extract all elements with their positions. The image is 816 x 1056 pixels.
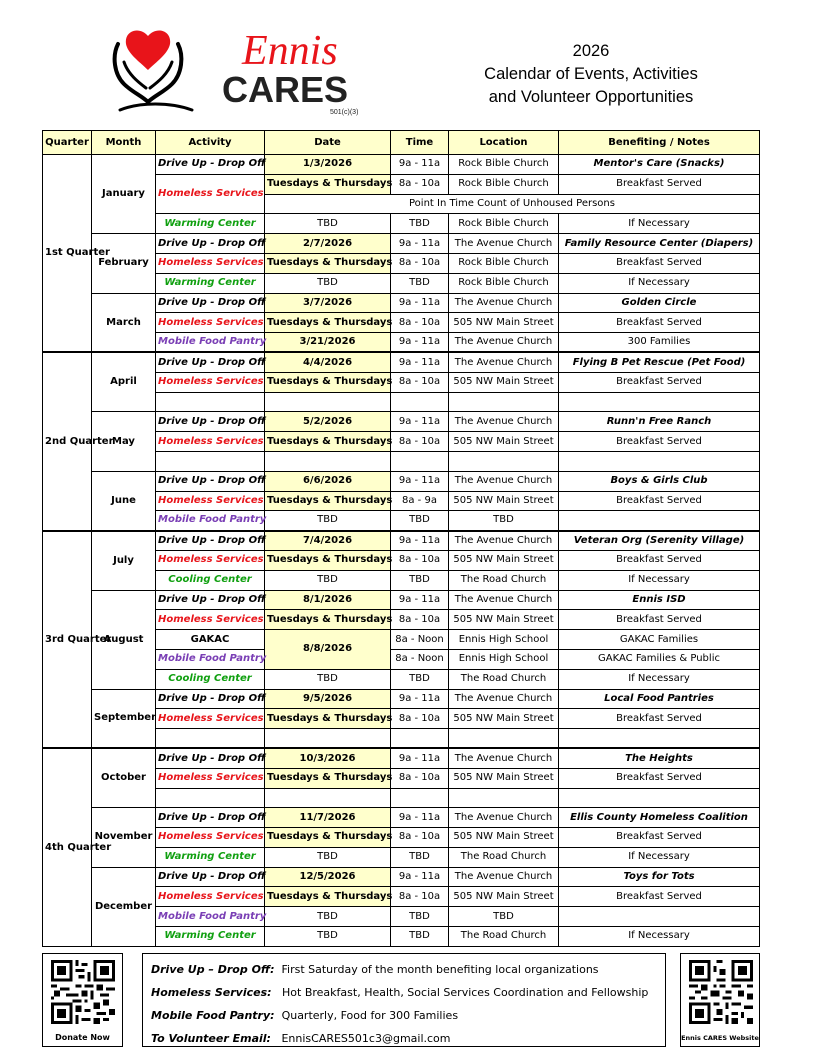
notes-cell: If Necessary <box>559 214 760 234</box>
empty-cell <box>559 392 760 412</box>
notes-cell: Ennis ISD <box>559 590 760 610</box>
notes-cell: Mentor's Care (Snacks) <box>559 155 760 175</box>
activity-cell: Warming Center <box>156 927 265 947</box>
table-header-row <box>43 131 760 155</box>
location-cell: 505 NW Main Street <box>449 432 559 452</box>
date-cell: Tuesdays & Thursdays <box>265 432 391 452</box>
notes-cell <box>559 907 760 927</box>
legend-row <box>151 958 657 981</box>
notes-cell: If Necessary <box>559 570 760 590</box>
notes-cell: Breakfast Served <box>559 491 760 511</box>
empty-cell <box>391 788 449 808</box>
notes-cell: Breakfast Served <box>559 768 760 788</box>
date-cell: Tuesdays & Thursdays <box>265 610 391 630</box>
notes-cell: Breakfast Served <box>559 372 760 392</box>
month-cell: November <box>92 808 156 867</box>
location-cell: The Road Church <box>449 669 559 689</box>
time-cell: TBD <box>391 273 449 293</box>
activity-cell: Mobile Food Pantry <box>156 649 265 669</box>
empty-cell <box>156 729 265 749</box>
notes-cell <box>559 511 760 531</box>
legend-text: First Saturday of the month benefiting local organizations <box>281 963 599 976</box>
activity-cell: Homeless Services <box>156 709 265 729</box>
subtitle-line2: and Volunteer Opportunities <box>488 88 694 106</box>
qr-code-donate-icon[interactable] <box>51 960 115 1024</box>
activity-cell: Mobile Food Pantry <box>156 907 265 927</box>
time-cell: 9a - 11a <box>391 333 449 353</box>
date-cell: TBD <box>265 907 391 927</box>
time-cell: 8a - 10a <box>391 432 449 452</box>
time-cell: TBD <box>391 927 449 947</box>
col-location: Location <box>449 131 559 155</box>
location-cell: TBD <box>449 907 559 927</box>
location-cell: The Avenue Church <box>449 293 559 313</box>
location-cell: The Avenue Church <box>449 808 559 828</box>
date-cell: 3/7/2026 <box>265 293 391 313</box>
col-date: Date <box>265 131 391 155</box>
notes-cell: GAKAC Families <box>559 630 760 650</box>
activity-cell: Drive Up - Drop Off <box>156 471 265 491</box>
location-cell: Rock Bible Church <box>449 174 559 194</box>
month-cell: June <box>92 471 156 530</box>
notes-cell: Breakfast Served <box>559 174 760 194</box>
date-cell: 11/7/2026 <box>265 808 391 828</box>
notes-cell: Breakfast Served <box>559 887 760 907</box>
empty-cell <box>449 392 559 412</box>
time-cell: 8a - 10a <box>391 253 449 273</box>
time-cell: 8a - 10a <box>391 174 449 194</box>
empty-cell <box>559 451 760 471</box>
location-cell: The Avenue Church <box>449 412 559 432</box>
month-cell: February <box>92 234 156 293</box>
time-cell: TBD <box>391 847 449 867</box>
date-cell: Tuesdays & Thursdays <box>265 550 391 570</box>
donate-qr-box[interactable] <box>42 953 123 1047</box>
activity-cell: Cooling Center <box>156 669 265 689</box>
table-row <box>43 352 760 372</box>
pit-count-cell: Point In Time Count of Unhoused Persons <box>265 194 760 214</box>
empty-cell <box>265 729 391 749</box>
legend-label: Homeless Services: <box>151 986 272 999</box>
table-row <box>43 412 760 432</box>
time-cell: 8a - 10a <box>391 768 449 788</box>
time-cell: 9a - 11a <box>391 867 449 887</box>
location-cell: Rock Bible Church <box>449 273 559 293</box>
notes-cell: Breakfast Served <box>559 313 760 333</box>
notes-cell: Breakfast Served <box>559 550 760 570</box>
location-cell: The Avenue Church <box>449 531 559 551</box>
month-cell: March <box>92 293 156 352</box>
location-cell: 505 NW Main Street <box>449 768 559 788</box>
notes-cell: 300 Families <box>559 333 760 353</box>
calendar-table <box>42 130 760 947</box>
location-cell: 505 NW Main Street <box>449 491 559 511</box>
time-cell: 8a - 10a <box>391 372 449 392</box>
legend-text: Hot Breakfast, Health, Social Services Coordination and Fellowship <box>282 986 649 999</box>
date-cell: TBD <box>265 570 391 590</box>
location-cell: The Road Church <box>449 570 559 590</box>
notes-cell: Breakfast Served <box>559 253 760 273</box>
month-cell: September <box>92 689 156 748</box>
date-cell: 12/5/2026 <box>265 867 391 887</box>
activity-cell: Cooling Center <box>156 570 265 590</box>
month-cell: July <box>92 531 156 590</box>
date-cell: Tuesdays & Thursdays <box>265 491 391 511</box>
location-cell: The Road Church <box>449 927 559 947</box>
location-cell: The Avenue Church <box>449 234 559 254</box>
legend-label: To Volunteer Email: <box>151 1032 271 1045</box>
date-cell: Tuesdays & Thursdays <box>265 828 391 848</box>
location-cell: The Avenue Church <box>449 748 559 768</box>
location-cell: 505 NW Main Street <box>449 828 559 848</box>
month-cell: August <box>92 590 156 689</box>
year-title: 2026 <box>572 42 610 60</box>
location-cell: 505 NW Main Street <box>449 372 559 392</box>
time-cell: 8a - 9a <box>391 491 449 511</box>
activity-cell: Drive Up - Drop Off <box>156 155 265 175</box>
col-notes: Benefiting / Notes <box>559 131 760 155</box>
date-cell: TBD <box>265 847 391 867</box>
month-cell: May <box>92 412 156 471</box>
notes-cell: Flying B Pet Rescue (Pet Food) <box>559 352 760 372</box>
website-qr-box[interactable] <box>680 953 760 1047</box>
location-cell: The Avenue Church <box>449 333 559 353</box>
table-row <box>43 293 760 313</box>
empty-cell <box>156 788 265 808</box>
table-row <box>43 808 760 828</box>
location-cell: 505 NW Main Street <box>449 550 559 570</box>
notes-cell: Boys & Girls Club <box>559 471 760 491</box>
date-cell: Tuesdays & Thursdays <box>265 887 391 907</box>
time-cell: 9a - 11a <box>391 352 449 372</box>
month-cell: April <box>92 352 156 411</box>
date-cell: 1/3/2026 <box>265 155 391 175</box>
activity-cell: Homeless Services <box>156 550 265 570</box>
activity-cell: Drive Up - Drop Off <box>156 293 265 313</box>
time-cell: 8a - Noon <box>391 649 449 669</box>
activity-cell: Drive Up - Drop Off <box>156 867 265 887</box>
location-cell: The Avenue Church <box>449 689 559 709</box>
date-cell: 9/5/2026 <box>265 689 391 709</box>
time-cell: TBD <box>391 511 449 531</box>
time-cell: 8a - 10a <box>391 610 449 630</box>
activity-cell: Warming Center <box>156 847 265 867</box>
time-cell: 9a - 11a <box>391 748 449 768</box>
time-cell: TBD <box>391 669 449 689</box>
date-cell: 8/8/2026 <box>265 630 391 670</box>
date-cell: TBD <box>265 214 391 234</box>
legend-label: Mobile Food Pantry: <box>151 1009 275 1022</box>
time-cell: 8a - 10a <box>391 709 449 729</box>
heart-hands-icon <box>115 30 192 110</box>
quarter-cell: 1st Quarter <box>43 155 92 353</box>
table-row <box>43 234 760 254</box>
date-cell: 3/21/2026 <box>265 333 391 353</box>
legend-row <box>151 1004 657 1027</box>
notes-cell: Runn'n Free Ranch <box>559 412 760 432</box>
location-cell: 505 NW Main Street <box>449 709 559 729</box>
activity-cell: Homeless Services <box>156 432 265 452</box>
time-cell: 8a - 10a <box>391 313 449 333</box>
date-cell: TBD <box>265 927 391 947</box>
empty-cell <box>449 788 559 808</box>
activity-cell: Drive Up - Drop Off <box>156 808 265 828</box>
table-row <box>43 867 760 887</box>
date-cell: 10/3/2026 <box>265 748 391 768</box>
date-cell: 5/2/2026 <box>265 412 391 432</box>
notes-cell: Family Resource Center (Diapers) <box>559 234 760 254</box>
location-cell: The Avenue Church <box>449 352 559 372</box>
notes-cell: The Heights <box>559 748 760 768</box>
website-caption: Ennis CARES Website <box>681 1034 759 1042</box>
location-cell: Rock Bible Church <box>449 155 559 175</box>
activity-cell: Homeless Services <box>156 610 265 630</box>
notes-cell: Veteran Org (Serenity Village) <box>559 531 760 551</box>
time-cell: 8a - 10a <box>391 887 449 907</box>
subtitle-line1: Calendar of Events, Activities <box>484 65 698 83</box>
time-cell: 9a - 11a <box>391 412 449 432</box>
activity-cell: Homeless Services <box>156 253 265 273</box>
notes-cell: Golden Circle <box>559 293 760 313</box>
empty-cell <box>449 729 559 749</box>
svg-text:Ennis: Ennis <box>242 28 338 74</box>
table-row <box>43 590 760 610</box>
empty-cell <box>391 451 449 471</box>
svg-text:501(c)(3): 501(c)(3) <box>330 109 359 116</box>
activity-cell: GAKAC <box>156 630 265 650</box>
location-cell: Ennis High School <box>449 630 559 650</box>
legend-row <box>151 981 657 1004</box>
time-cell: 8a - Noon <box>391 630 449 650</box>
activity-cell: Warming Center <box>156 214 265 234</box>
col-time: Time <box>391 131 449 155</box>
date-cell: Tuesdays & Thursdays <box>265 313 391 333</box>
location-cell: Ennis High School <box>449 649 559 669</box>
col-quarter: Quarter <box>43 131 92 155</box>
activity-cell: Homeless Services <box>156 174 265 214</box>
legend-text: Quarterly, Food for 300 Families <box>281 1009 459 1022</box>
date-cell: TBD <box>265 669 391 689</box>
activity-cell: Drive Up - Drop Off <box>156 352 265 372</box>
activity-cell: Homeless Services <box>156 313 265 333</box>
activity-cell: Drive Up - Drop Off <box>156 748 265 768</box>
activity-cell: Drive Up - Drop Off <box>156 531 265 551</box>
quarter-cell: 3rd Quarter <box>43 531 92 749</box>
notes-cell: Local Food Pantries <box>559 689 760 709</box>
month-cell: December <box>92 867 156 946</box>
time-cell: 8a - 10a <box>391 828 449 848</box>
month-cell: October <box>92 748 156 807</box>
activity-cell: Drive Up - Drop Off <box>156 590 265 610</box>
location-cell: The Avenue Church <box>449 471 559 491</box>
empty-cell <box>391 729 449 749</box>
activity-cell: Homeless Services <box>156 372 265 392</box>
activity-cell: Drive Up - Drop Off <box>156 412 265 432</box>
notes-cell: Breakfast Served <box>559 610 760 630</box>
activity-cell: Warming Center <box>156 273 265 293</box>
activity-cell: Homeless Services <box>156 828 265 848</box>
notes-cell: If Necessary <box>559 669 760 689</box>
activity-cell: Mobile Food Pantry <box>156 333 265 353</box>
time-cell: TBD <box>391 907 449 927</box>
time-cell: TBD <box>391 214 449 234</box>
time-cell: 9a - 11a <box>391 293 449 313</box>
date-cell: 4/4/2026 <box>265 352 391 372</box>
donate-now-caption: Donate Now <box>55 1033 110 1042</box>
time-cell: 9a - 11a <box>391 808 449 828</box>
svg-text:CARES: CARES <box>222 69 349 110</box>
empty-cell <box>265 392 391 412</box>
date-cell: Tuesdays & Thursdays <box>265 253 391 273</box>
location-cell: 505 NW Main Street <box>449 887 559 907</box>
notes-cell: If Necessary <box>559 847 760 867</box>
empty-cell <box>156 451 265 471</box>
ennis-cares-logo <box>110 22 370 118</box>
location-cell: Rock Bible Church <box>449 253 559 273</box>
time-cell: TBD <box>391 570 449 590</box>
notes-cell: If Necessary <box>559 927 760 947</box>
date-cell: Tuesdays & Thursdays <box>265 709 391 729</box>
location-cell: Rock Bible Church <box>449 214 559 234</box>
activity-cell: Drive Up - Drop Off <box>156 234 265 254</box>
notes-cell: Ellis County Homeless Coalition <box>559 808 760 828</box>
empty-cell <box>559 788 760 808</box>
activity-cell: Homeless Services <box>156 887 265 907</box>
table-row <box>43 471 760 491</box>
time-cell: 9a - 11a <box>391 155 449 175</box>
date-cell: TBD <box>265 511 391 531</box>
time-cell: 9a - 11a <box>391 531 449 551</box>
notes-cell: GAKAC Families & Public <box>559 649 760 669</box>
col-activity: Activity <box>156 131 265 155</box>
empty-cell <box>156 392 265 412</box>
activity-cell: Mobile Food Pantry <box>156 511 265 531</box>
notes-cell: Breakfast Served <box>559 709 760 729</box>
activity-cell: Drive Up - Drop Off <box>156 689 265 709</box>
date-cell: Tuesdays & Thursdays <box>265 174 391 194</box>
date-cell: 2/7/2026 <box>265 234 391 254</box>
empty-cell <box>391 392 449 412</box>
title-block <box>456 40 726 109</box>
table-row <box>43 748 760 768</box>
location-cell: The Avenue Church <box>449 590 559 610</box>
notes-cell: If Necessary <box>559 273 760 293</box>
empty-cell <box>559 729 760 749</box>
location-cell: 505 NW Main Street <box>449 313 559 333</box>
time-cell: 9a - 11a <box>391 689 449 709</box>
location-cell: 505 NW Main Street <box>449 610 559 630</box>
activity-cell: Homeless Services <box>156 768 265 788</box>
activity-cell: Homeless Services <box>156 491 265 511</box>
date-cell: TBD <box>265 273 391 293</box>
month-cell: January <box>92 155 156 234</box>
table-row <box>43 689 760 709</box>
notes-cell: Toys for Tots <box>559 867 760 887</box>
time-cell: 8a - 10a <box>391 550 449 570</box>
time-cell: 9a - 11a <box>391 234 449 254</box>
location-cell: The Avenue Church <box>449 867 559 887</box>
legend-label: Drive Up – Drop Off: <box>151 963 275 976</box>
notes-cell: Breakfast Served <box>559 828 760 848</box>
empty-cell <box>265 788 391 808</box>
time-cell: 9a - 11a <box>391 471 449 491</box>
qr-code-website-icon[interactable] <box>689 960 753 1024</box>
legend-row <box>151 1027 657 1050</box>
legend-box <box>142 953 666 1047</box>
empty-cell <box>449 451 559 471</box>
col-month: Month <box>92 131 156 155</box>
date-cell: Tuesdays & Thursdays <box>265 768 391 788</box>
date-cell: 8/1/2026 <box>265 590 391 610</box>
quarter-cell: 4th Quarter <box>43 748 92 946</box>
location-cell: The Road Church <box>449 847 559 867</box>
table-row <box>43 155 760 175</box>
time-cell: 9a - 11a <box>391 590 449 610</box>
volunteer-email-link[interactable]: EnnisCARES501c3@gmail.com <box>281 1032 451 1045</box>
table-row <box>43 531 760 551</box>
date-cell: 7/4/2026 <box>265 531 391 551</box>
date-cell: Tuesdays & Thursdays <box>265 372 391 392</box>
notes-cell: Breakfast Served <box>559 432 760 452</box>
date-cell: 6/6/2026 <box>265 471 391 491</box>
empty-cell <box>265 451 391 471</box>
quarter-cell: 2nd Quarter <box>43 352 92 530</box>
location-cell: TBD <box>449 511 559 531</box>
